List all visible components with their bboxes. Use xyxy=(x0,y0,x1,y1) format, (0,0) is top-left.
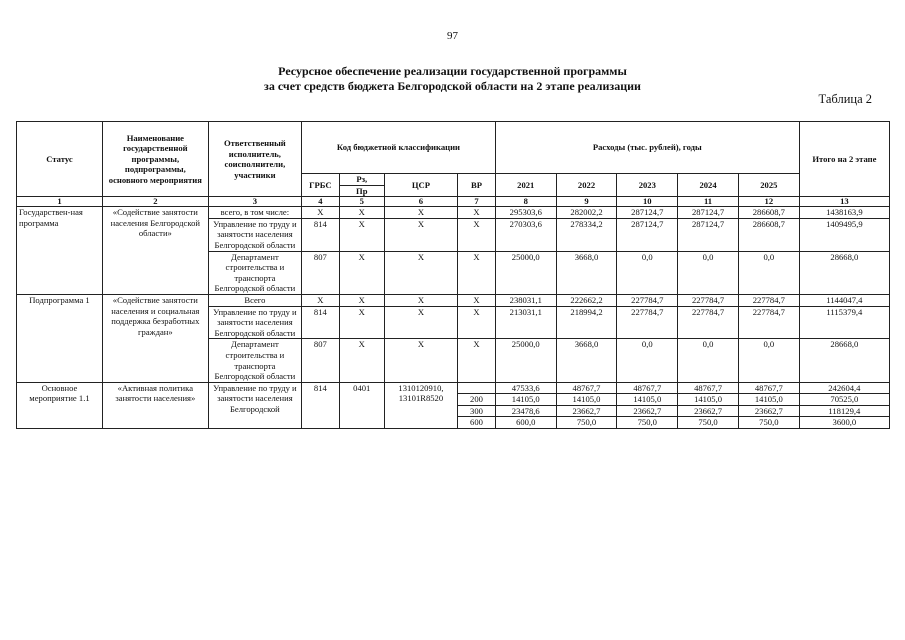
vr-cell: 200 xyxy=(458,394,496,406)
header-rz: Рз, xyxy=(339,174,384,186)
expense-value: 14105,0 xyxy=(678,394,739,406)
stage-total: 1115379,4 xyxy=(799,306,889,339)
grbs-cell: 807 xyxy=(302,339,340,382)
stage-total: 70525,0 xyxy=(799,394,889,406)
csr-cell: 1310120910, 13101R8520 xyxy=(384,382,457,428)
budget-table xyxy=(16,121,890,429)
table-body xyxy=(17,197,890,429)
grbs-cell: Х xyxy=(302,294,340,306)
expense-value: 213031,1 xyxy=(495,306,556,339)
csr-cell: Х xyxy=(384,294,457,306)
rzpr-cell: Х xyxy=(339,306,384,339)
expense-value: 750,0 xyxy=(617,417,678,429)
vr-cell: Х xyxy=(458,306,496,339)
column-number: 6 xyxy=(384,197,457,207)
rzpr-cell: Х xyxy=(339,218,384,251)
header-status: Статус xyxy=(17,122,103,197)
column-number: 9 xyxy=(556,197,617,207)
expense-value: 48767,7 xyxy=(738,382,799,394)
header-responsible: Ответственный исполнитель, соисполнители, участники xyxy=(208,122,301,197)
expense-value: 287124,7 xyxy=(617,207,678,219)
column-number: 11 xyxy=(678,197,739,207)
header-row-top xyxy=(17,122,890,174)
column-number: 1 xyxy=(17,197,103,207)
expense-value: 23662,7 xyxy=(738,405,799,417)
column-number: 4 xyxy=(302,197,340,207)
status-cell: Подпрограмма 1 xyxy=(17,294,103,382)
expense-value: 0,0 xyxy=(617,251,678,294)
status-cell: Государствен-ная программа xyxy=(17,207,103,295)
expense-value: 0,0 xyxy=(738,339,799,382)
responsible-cell: Всего xyxy=(208,294,301,306)
rzpr-cell: 0401 xyxy=(339,382,384,428)
header-expenses: Расходы (тыс. рублей), годы xyxy=(495,122,799,174)
heading-line-2: за счет средств бюджета Белгородской области на 2 этапе реализации xyxy=(264,79,641,93)
expense-value: 3668,0 xyxy=(556,251,617,294)
column-number-row xyxy=(17,197,890,207)
program-name-cell: «Активная политика занятости населения» xyxy=(102,382,208,428)
table-row xyxy=(17,382,890,394)
heading-line-1: Ресурсное обеспечение реализации государственной программы xyxy=(278,64,627,78)
expense-value: 14105,0 xyxy=(495,394,556,406)
grbs-cell: 807 xyxy=(302,251,340,294)
column-number: 3 xyxy=(208,197,301,207)
expense-value: 14105,0 xyxy=(617,394,678,406)
rzpr-cell: Х xyxy=(339,339,384,382)
expense-value: 270303,6 xyxy=(495,218,556,251)
rzpr-cell: Х xyxy=(339,294,384,306)
column-number: 2 xyxy=(102,197,208,207)
stage-total: 28668,0 xyxy=(799,251,889,294)
status-cell: Основное мероприятие 1.1 xyxy=(17,382,103,428)
header-pr: Пр xyxy=(339,185,384,197)
expense-value: 14105,0 xyxy=(738,394,799,406)
expense-value: 750,0 xyxy=(678,417,739,429)
responsible-cell: Управление по труду и занятости населения Белгородской области xyxy=(208,218,301,251)
expense-value: 227784,7 xyxy=(678,294,739,306)
expense-value: 286608,7 xyxy=(738,218,799,251)
expense-value: 47533,6 xyxy=(495,382,556,394)
expense-value: 286608,7 xyxy=(738,207,799,219)
header-year-2022: 2022 xyxy=(556,174,617,197)
vr-cell: Х xyxy=(458,339,496,382)
expense-value: 0,0 xyxy=(678,251,739,294)
expense-value: 287124,7 xyxy=(678,207,739,219)
expense-value: 287124,7 xyxy=(617,218,678,251)
vr-cell: Х xyxy=(458,207,496,219)
expense-value: 287124,7 xyxy=(678,218,739,251)
grbs-cell: 814 xyxy=(302,306,340,339)
header-year-2024: 2024 xyxy=(678,174,739,197)
column-number: 7 xyxy=(458,197,496,207)
vr-cell: Х xyxy=(458,294,496,306)
expense-value: 23478,6 xyxy=(495,405,556,417)
page-number: 97 xyxy=(447,30,458,42)
expense-value: 25000,0 xyxy=(495,251,556,294)
expense-value: 23662,7 xyxy=(617,405,678,417)
responsible-cell: Департамент строительства и транспорта Белгородской области xyxy=(208,339,301,382)
vr-cell: 600 xyxy=(458,417,496,429)
responsible-cell: всего, в том числе: xyxy=(208,207,301,219)
column-number: 10 xyxy=(617,197,678,207)
grbs-cell: Х xyxy=(302,207,340,219)
csr-cell: Х xyxy=(384,251,457,294)
expense-value: 218994,2 xyxy=(556,306,617,339)
expense-value: 48767,7 xyxy=(556,382,617,394)
header-csr: ЦСР xyxy=(384,174,457,197)
column-number: 5 xyxy=(339,197,384,207)
column-number: 8 xyxy=(495,197,556,207)
expense-value: 222662,2 xyxy=(556,294,617,306)
expense-value: 23662,7 xyxy=(556,405,617,417)
expense-value: 0,0 xyxy=(738,251,799,294)
expense-value: 14105,0 xyxy=(556,394,617,406)
responsible-cell: Управление по труду и занятости населения Белгородской xyxy=(208,382,301,428)
expense-value: 48767,7 xyxy=(617,382,678,394)
stage-total: 3600,0 xyxy=(799,417,889,429)
expense-value: 227784,7 xyxy=(617,294,678,306)
expense-value: 750,0 xyxy=(556,417,617,429)
document-heading xyxy=(0,64,905,94)
grbs-cell: 814 xyxy=(302,218,340,251)
stage-total: 1438163,9 xyxy=(799,207,889,219)
expense-value: 238031,1 xyxy=(495,294,556,306)
header-vr: ВР xyxy=(458,174,496,197)
program-name-cell: «Содействие занятости населения Белгородской области» xyxy=(102,207,208,295)
csr-cell: Х xyxy=(384,306,457,339)
grbs-cell: 814 xyxy=(302,382,340,428)
expense-value: 25000,0 xyxy=(495,339,556,382)
header-name: Наименование государственной программы, подпрограммы, основного мероприятия xyxy=(102,122,208,197)
expense-value: 0,0 xyxy=(617,339,678,382)
responsible-cell: Департамент строительства и транспорта Белгородской области xyxy=(208,251,301,294)
stage-total: 242604,4 xyxy=(799,382,889,394)
expense-value: 295303,6 xyxy=(495,207,556,219)
csr-cell: Х xyxy=(384,339,457,382)
vr-cell: Х xyxy=(458,251,496,294)
header-grbs: ГРБС xyxy=(302,174,340,197)
table-row xyxy=(17,294,890,306)
header-year-2021: 2021 xyxy=(495,174,556,197)
expense-value: 227784,7 xyxy=(678,306,739,339)
table-label: Таблица 2 xyxy=(818,92,872,106)
expense-value: 227784,7 xyxy=(738,294,799,306)
vr-cell xyxy=(458,382,496,394)
expense-value: 750,0 xyxy=(738,417,799,429)
stage-total: 1144047,4 xyxy=(799,294,889,306)
header-total: Итого на 2 этапе xyxy=(799,122,889,197)
header-year-2025: 2025 xyxy=(738,174,799,197)
expense-value: 282002,2 xyxy=(556,207,617,219)
expense-value: 23662,7 xyxy=(678,405,739,417)
expense-value: 227784,7 xyxy=(617,306,678,339)
expense-value: 278334,2 xyxy=(556,218,617,251)
header-budget-code: Код бюджетной классификации xyxy=(302,122,496,174)
csr-cell: Х xyxy=(384,218,457,251)
column-number: 12 xyxy=(738,197,799,207)
expense-value: 600,0 xyxy=(495,417,556,429)
expense-value: 3668,0 xyxy=(556,339,617,382)
header-year-2023: 2023 xyxy=(617,174,678,197)
expense-value: 227784,7 xyxy=(738,306,799,339)
stage-total: 1409495,9 xyxy=(799,218,889,251)
expense-value: 48767,7 xyxy=(678,382,739,394)
responsible-cell: Управление по труду и занятости населения Белгородской области xyxy=(208,306,301,339)
program-name-cell: «Содействие занятости населения и социальная поддержка безработных граждан» xyxy=(102,294,208,382)
vr-cell: 300 xyxy=(458,405,496,417)
column-number: 13 xyxy=(799,197,889,207)
stage-total: 28668,0 xyxy=(799,339,889,382)
rzpr-cell: Х xyxy=(339,207,384,219)
csr-cell: Х xyxy=(384,207,457,219)
rzpr-cell: Х xyxy=(339,251,384,294)
expense-value: 0,0 xyxy=(678,339,739,382)
stage-total: 118129,4 xyxy=(799,405,889,417)
table-row xyxy=(17,207,890,219)
vr-cell: Х xyxy=(458,218,496,251)
